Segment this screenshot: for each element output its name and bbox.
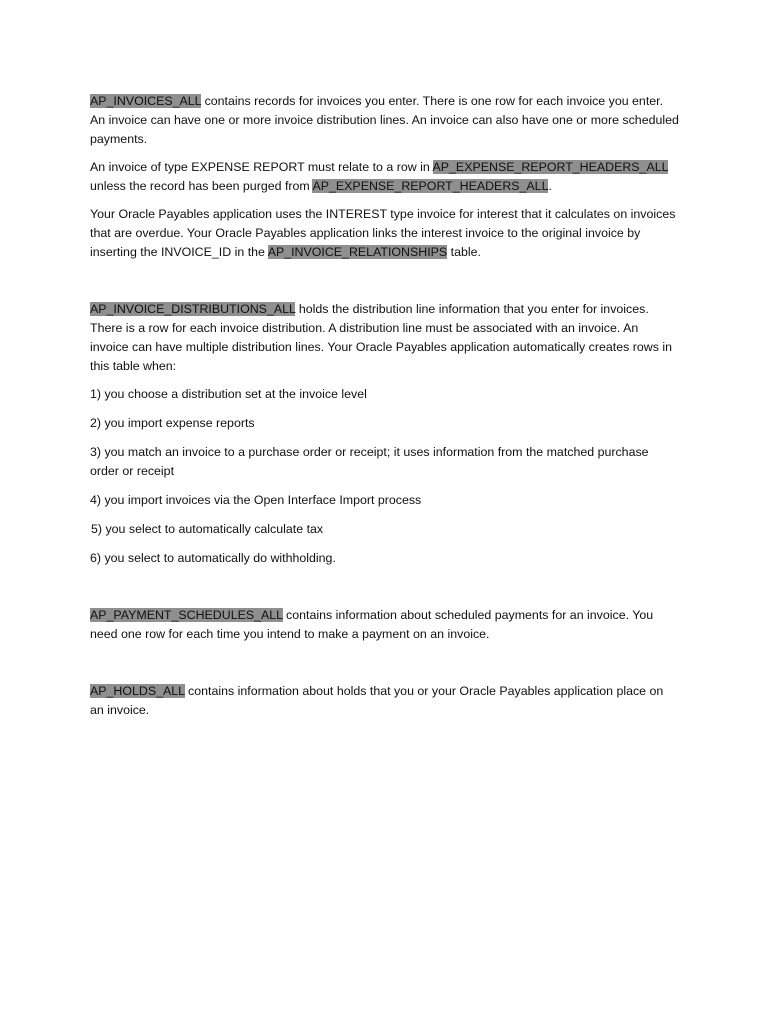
- list-item: 3) you match an invoice to a purchase order or receipt; it uses information from the matched purchase order or receipt: [90, 445, 649, 478]
- paragraph-text: contains records for invoices you enter. There is one row for each invoice you enter. An invoice can have one or more invoice distribution lines. An invoice can also have one or more scheduled payments.: [90, 94, 679, 146]
- list-item: 6) you select to automatically do withholding.: [90, 551, 336, 565]
- table-name-highlight: AP_EXPENSE_REPORT_HEADERS_ALL: [312, 179, 549, 193]
- list-item: 2) you import expense reports: [90, 416, 255, 430]
- table-name-highlight: AP_INVOICE_RELATIONSHIPS: [267, 245, 448, 259]
- expense-report-paragraph: [90, 158, 680, 196]
- invoices-paragraph: [90, 92, 680, 149]
- table-name-highlight: AP_INVOICE_DISTRIBUTIONS_ALL: [90, 302, 296, 316]
- paragraph-text: contains information about scheduled payments for an invoice. You need one row for each time you intend to make a payment on an invoice.: [90, 608, 654, 641]
- paragraph-text: .: [548, 179, 552, 193]
- table-name-highlight: AP_PAYMENT_SCHEDULES_ALL: [90, 608, 283, 622]
- paragraph-text: table.: [447, 245, 481, 259]
- paragraph-text: An invoice of type EXPENSE REPORT must relate to a row in: [90, 160, 433, 174]
- payment-schedules-paragraph: [90, 606, 680, 644]
- list-item: 1) you choose a distribution set at the invoice level: [90, 387, 367, 401]
- paragraph-text: unless the record has been purged from: [90, 179, 313, 193]
- holds-paragraph: [90, 682, 680, 720]
- distributions-paragraph: [90, 300, 680, 376]
- document-body: [90, 92, 680, 729]
- paragraph-text: Your Oracle Payables application uses the INTEREST type invoice for interest that it calculates on invoices that are overdue. Your Oracle Payables application links the interest invoice to the original invoice by inserting the INVOICE_ID in the: [90, 207, 676, 259]
- paragraph-text: contains information about holds that you or your Oracle Payables application place on an invoice.: [90, 684, 664, 717]
- paragraph-text: holds the distribution line information that you enter for invoices. There is a row for each invoice distribution. A distribution line must be associated with an invoice. An invoice can have multiple distribution lines. Your Oracle Payables application automatically creates rows in this table when:: [90, 302, 672, 373]
- table-name-highlight: AP_EXPENSE_REPORT_HEADERS_ALL: [432, 160, 669, 174]
- table-name-highlight: AP_INVOICES_ALL: [90, 94, 202, 108]
- interest-invoice-paragraph: [90, 205, 680, 262]
- table-name-highlight: AP_HOLDS_ALL: [90, 684, 185, 698]
- list-item: 4) you import invoices via the Open Interface Import process: [90, 493, 422, 507]
- list-item: 5) you select to automatically calculate tax: [91, 522, 324, 536]
